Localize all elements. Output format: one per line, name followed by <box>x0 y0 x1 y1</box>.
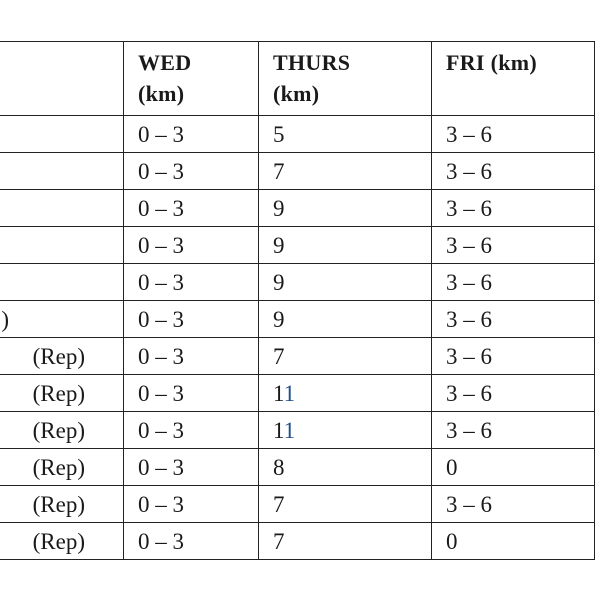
thurs-cell <box>259 486 432 522</box>
fri-cell: 3 – 6 <box>446 270 492 295</box>
thurs-cell <box>259 523 432 559</box>
fri-cell: 3 – 6 <box>446 492 492 517</box>
header-thurs-line1: THURS <box>273 50 351 75</box>
header-fri-line1: FRI (km) <box>446 50 538 75</box>
wed-cell: 0 – 3 <box>124 375 259 411</box>
fri-cell: 3 – 6 <box>446 344 492 369</box>
fri-cell: 3 – 6 <box>446 418 492 443</box>
table-row <box>0 486 594 523</box>
table-row <box>0 264 594 301</box>
row-label-cell: (Rep) <box>0 449 124 485</box>
thurs-cell <box>259 116 432 152</box>
thurs-value-digit: 7 <box>273 159 285 184</box>
thurs-value-digit-highlight: 1 <box>283 381 296 406</box>
thurs-value-digit: 7 <box>273 492 285 517</box>
header-cell-label <box>0 42 124 115</box>
table-row <box>0 227 594 264</box>
row-label-cell: (Rep) <box>0 486 124 522</box>
wed-cell: 0 – 3 <box>124 523 259 559</box>
wed-cell: 0 – 3 <box>124 412 259 448</box>
thurs-value-digit: 7 <box>273 529 285 554</box>
wed-cell: 0 – 3 <box>124 449 259 485</box>
thurs-value-digit: 9 <box>273 233 285 258</box>
fri-cell: 3 – 6 <box>446 233 492 258</box>
header-wed-line1: WED <box>138 50 192 75</box>
row-label-cell <box>0 264 124 300</box>
row-label-cell: (Rep) <box>0 412 124 448</box>
wed-cell: 0 – 3 <box>124 153 259 189</box>
thurs-value-digit: 9 <box>273 270 285 295</box>
table-row <box>0 449 594 486</box>
row-label-cell <box>0 227 124 263</box>
thurs-cell <box>259 449 432 485</box>
wed-cell: 0 – 3 <box>124 338 259 374</box>
row-label-cell <box>0 153 124 189</box>
table-row <box>0 412 594 449</box>
table-row <box>0 375 594 412</box>
fri-cell: 0 <box>446 455 458 480</box>
thurs-cell <box>259 190 432 226</box>
wed-cell: 0 – 3 <box>124 301 259 337</box>
thurs-value-digit: 7 <box>273 344 285 369</box>
fri-cell: 3 – 6 <box>446 381 492 406</box>
header-cell-thurs <box>259 42 432 115</box>
wed-cell: 0 – 3 <box>124 190 259 226</box>
thurs-cell <box>259 375 432 411</box>
thurs-cell <box>259 264 432 300</box>
thurs-value-digit: 1 <box>273 381 284 406</box>
header-thurs-line2: (km) <box>273 81 320 106</box>
wed-cell: 0 – 3 <box>124 486 259 522</box>
table-row <box>0 338 594 375</box>
row-label-cell: ) <box>0 301 124 337</box>
schedule-table <box>0 41 595 560</box>
thurs-cell <box>259 301 432 337</box>
thurs-value-digit-highlight: 1 <box>283 418 296 443</box>
fri-cell: 0 <box>446 529 458 554</box>
thurs-cell <box>259 153 432 189</box>
fri-cell: 3 – 6 <box>446 122 492 147</box>
thurs-value-digit: 5 <box>273 122 285 147</box>
thurs-value-digit: 1 <box>273 418 284 443</box>
table-header-row <box>0 42 594 116</box>
table-row <box>0 523 594 559</box>
header-cell-wed <box>124 42 259 115</box>
thurs-value-digit: 9 <box>273 307 285 332</box>
thurs-value-digit: 9 <box>273 196 285 221</box>
row-label-cell: (Rep) <box>0 338 124 374</box>
row-label-cell <box>0 190 124 226</box>
thurs-cell <box>259 412 432 448</box>
thurs-cell <box>259 227 432 263</box>
wed-cell: 0 – 3 <box>124 264 259 300</box>
header-cell-fri <box>432 42 594 115</box>
table-row <box>0 190 594 227</box>
table-row <box>0 153 594 190</box>
row-label-cell <box>0 116 124 152</box>
row-label-cell: (Rep) <box>0 523 124 559</box>
table-row <box>0 301 594 338</box>
table-body <box>0 116 594 559</box>
thurs-value-digit: 8 <box>273 455 285 480</box>
fri-cell: 3 – 6 <box>446 196 492 221</box>
table-row <box>0 116 594 153</box>
thurs-cell <box>259 338 432 374</box>
row-label-cell: (Rep) <box>0 375 124 411</box>
fri-cell: 3 – 6 <box>446 159 492 184</box>
header-wed-line2: (km) <box>138 81 185 106</box>
fri-cell: 3 – 6 <box>446 307 492 332</box>
wed-cell: 0 – 3 <box>124 227 259 263</box>
wed-cell: 0 – 3 <box>124 116 259 152</box>
